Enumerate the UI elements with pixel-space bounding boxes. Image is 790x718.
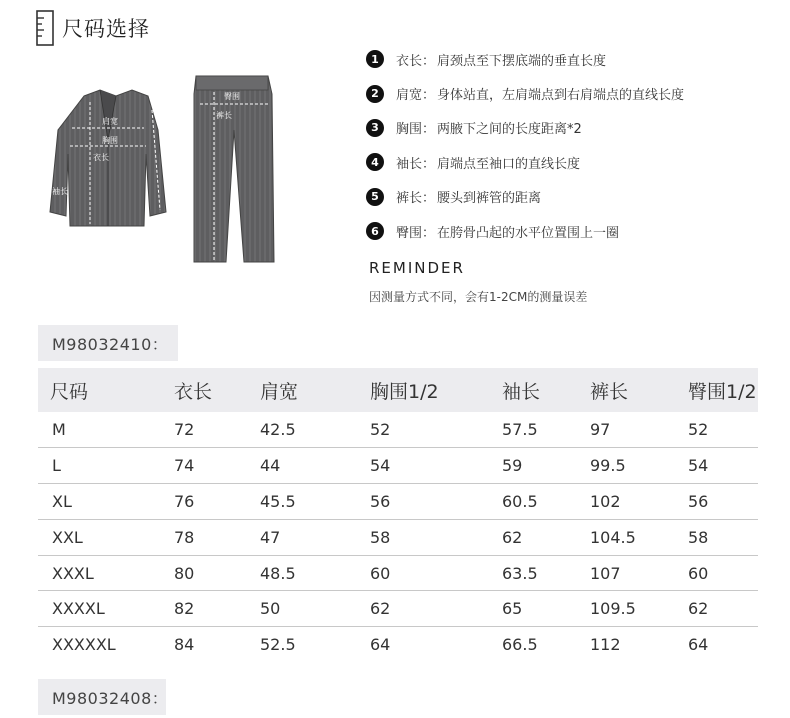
jacket-shape: [50, 90, 166, 226]
table-cell: 112: [590, 635, 621, 655]
column-header: 臀围1/2: [672, 368, 758, 412]
table-cell: 104.5: [572, 519, 672, 555]
jacket-sleeve-label: 袖长: [52, 187, 68, 196]
table-cell: 99.5: [572, 448, 672, 484]
table-cell: 74: [134, 448, 232, 484]
table-cell: 65: [472, 591, 572, 627]
column-header: 尺码: [38, 368, 134, 412]
table-cell: 62: [342, 591, 472, 627]
table-cell: 56: [342, 484, 472, 520]
column-header: 裤长: [572, 368, 672, 412]
table-cell: 102: [572, 484, 672, 520]
size-table: [38, 368, 758, 663]
definition-desc: 肩颈点至下摆底端的垂直长度: [437, 53, 607, 69]
table-cell: 107: [572, 555, 672, 591]
reminder-text: 因测量方式不同，会有1-2CM的测量误差: [369, 290, 588, 304]
table-cell: 80: [134, 555, 232, 591]
table-row: [38, 448, 758, 484]
table-cell: XXXL: [38, 555, 134, 591]
pants-thigh-label: 臀围: [224, 92, 240, 101]
table-row: [38, 627, 758, 663]
number-4-icon: 4: [366, 153, 384, 171]
definition-separator: ：: [422, 191, 436, 207]
ruler-icon: [36, 10, 54, 46]
page-header: [36, 10, 150, 46]
table-cell: 60: [342, 555, 472, 591]
table-row: [38, 591, 758, 627]
table-cell: 50: [232, 591, 342, 627]
definition-separator: ：: [422, 156, 436, 172]
definition-item: [366, 180, 684, 214]
jacket-length-label: 衣长: [93, 153, 109, 162]
table-cell: 84: [174, 635, 195, 655]
table-cell: 64: [370, 635, 391, 655]
definition-desc: 在胯骨凸起的水平位置围上一圈: [437, 225, 620, 241]
definition-separator: ：: [422, 88, 436, 104]
table-row: [38, 555, 758, 591]
table-header-row: [38, 368, 758, 412]
definition-term: 袖长: [396, 156, 423, 172]
table-cell: 57.5: [472, 412, 572, 448]
definition-item: [366, 76, 684, 110]
pants-shape: [194, 76, 274, 262]
table-row: [38, 484, 758, 520]
number-5-icon: 5: [366, 188, 384, 206]
table-cell: 60: [672, 555, 758, 591]
definition-separator: ：: [422, 122, 436, 138]
column-header: 胸围1/2: [342, 368, 472, 412]
table-cell: 48.5: [232, 555, 342, 591]
table-cell: 64: [688, 635, 709, 655]
reminder-title: REMINDER: [369, 259, 465, 277]
number-1-icon: 1: [366, 50, 384, 68]
column-header: 衣长: [134, 368, 232, 412]
table-cell: 63.5: [472, 555, 572, 591]
definition-term: 肩宽: [396, 88, 423, 104]
table-cell: XXXXXL: [52, 635, 116, 655]
definition-separator: ：: [422, 53, 436, 69]
table-cell: 58: [672, 519, 758, 555]
pants-length-label: 裤长: [216, 111, 232, 120]
table-cell: 54: [342, 448, 472, 484]
table-cell: 97: [572, 412, 672, 448]
table-cell: 45.5: [232, 484, 342, 520]
definition-desc: 身体站直，左肩端点到右肩端点的直线长度: [437, 88, 685, 104]
measurement-definitions: [366, 42, 684, 248]
table-cell: XXL: [38, 519, 134, 555]
definition-term: 臀围: [396, 225, 423, 241]
definition-desc: 腰头到裤管的距离: [437, 191, 542, 207]
table-cell: 52: [342, 412, 472, 448]
table-cell: XXXXL: [38, 591, 134, 627]
definition-item: [366, 42, 684, 76]
table-cell: XL: [38, 484, 134, 520]
table-cell: 62: [472, 519, 572, 555]
definition-desc: 两腋下之间的长度距离*2: [437, 122, 582, 138]
table-cell: 42.5: [232, 412, 342, 448]
table-cell: 58: [342, 519, 472, 555]
column-header: 袖长: [472, 368, 572, 412]
jacket-chest-label: 胸围: [102, 136, 118, 145]
definition-separator: ：: [422, 225, 436, 241]
table-cell: L: [38, 448, 134, 484]
model-label: M98032410：: [38, 325, 178, 361]
definition-term: 裤长: [396, 191, 423, 207]
table-cell: 47: [232, 519, 342, 555]
number-6-icon: 6: [366, 222, 384, 240]
table-cell: 82: [134, 591, 232, 627]
jacket-shoulder-label: 肩宽: [102, 117, 118, 126]
table-cell: 52.5: [260, 635, 296, 655]
definition-item: [366, 214, 684, 248]
table-cell: 60.5: [472, 484, 572, 520]
table-cell: 62: [672, 591, 758, 627]
table-cell: 56: [672, 484, 758, 520]
table-cell: 54: [672, 448, 758, 484]
table-row: [38, 519, 758, 555]
table-cell: 72: [134, 412, 232, 448]
table-cell: 59: [472, 448, 572, 484]
definition-term: 胸围: [396, 122, 423, 138]
definition-item: [366, 111, 684, 145]
number-2-icon: 2: [366, 85, 384, 103]
definition-term: 衣长: [396, 53, 423, 69]
table-cell: 44: [232, 448, 342, 484]
definition-item: [366, 145, 684, 179]
table-cell: 109.5: [572, 591, 672, 627]
number-3-icon: 3: [366, 119, 384, 137]
page-title: 尺码选择: [62, 17, 150, 41]
table-cell: M: [38, 412, 134, 448]
table-row: [38, 412, 758, 448]
column-header: 肩宽: [232, 368, 342, 412]
model-label: M98032408：: [38, 679, 166, 715]
garment-illustration: [44, 70, 284, 270]
definition-desc: 肩端点至袖口的直线长度: [437, 156, 581, 172]
table-cell: 52: [672, 412, 758, 448]
table-cell: 66.5: [502, 635, 538, 655]
table-cell: 76: [134, 484, 232, 520]
table-cell: 78: [134, 519, 232, 555]
